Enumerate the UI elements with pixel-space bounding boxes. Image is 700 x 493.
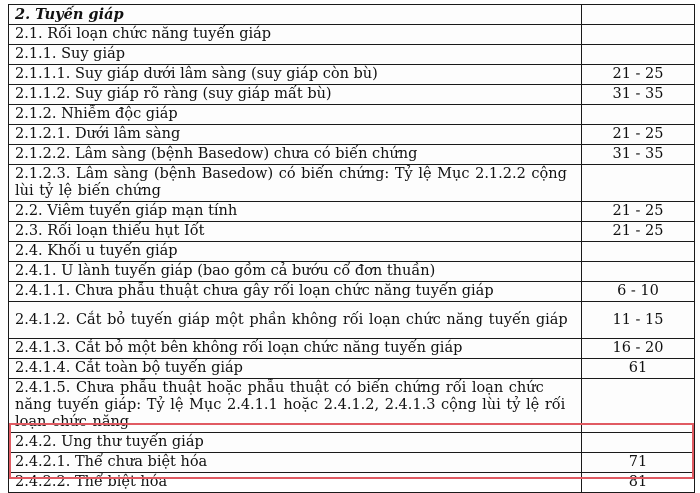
row-score <box>582 45 695 65</box>
row-label: 2.4. Khối u tuyến giáp <box>9 242 582 262</box>
table-row <box>9 85 695 105</box>
table-row-highlighted <box>9 433 695 453</box>
row-score <box>582 262 695 282</box>
row-label: 2. Tuyến giáp <box>9 5 582 25</box>
row-score: 81 <box>582 473 695 493</box>
row-label: 2.4.2.2. Thể biệt hóa <box>9 473 582 493</box>
row-label: 2.4.2.1. Thể chưa biệt hóa <box>9 453 582 473</box>
row-score: 61 <box>582 359 695 379</box>
table-row <box>9 302 695 339</box>
table-row <box>9 125 695 145</box>
row-score <box>582 165 695 202</box>
table-row-section-heading <box>9 5 695 25</box>
row-label: 2.1.2.1. Dưới lâm sàng <box>9 125 582 145</box>
row-label: 2.1.1. Suy giáp <box>9 45 582 65</box>
table-row <box>9 242 695 262</box>
row-score <box>582 5 695 25</box>
row-score <box>582 242 695 262</box>
table-row <box>9 105 695 125</box>
table-row <box>9 45 695 65</box>
table-row-highlighted <box>9 473 695 493</box>
document-page <box>8 4 698 490</box>
row-score: 21 - 25 <box>582 125 695 145</box>
row-score <box>582 433 695 453</box>
table-row <box>9 202 695 222</box>
table-row <box>9 262 695 282</box>
row-score: 6 - 10 <box>582 282 695 302</box>
row-score: 11 - 15 <box>582 302 695 339</box>
row-label: 2.4.1.2. Cắt bỏ tuyến giáp một phần không rối loạn chức năng tuyến giáp <box>9 302 582 339</box>
row-label: 2.4.1.1. Chưa phẫu thuật chưa gây rối loạn chức năng tuyến giáp <box>9 282 582 302</box>
table-row <box>9 145 695 165</box>
table-row <box>9 339 695 359</box>
row-score: 16 - 20 <box>582 339 695 359</box>
row-label: 2.4.1.3. Cắt bỏ một bên không rối loạn chức năng tuyến giáp <box>9 339 582 359</box>
row-label: 2.2. Viêm tuyến giáp mạn tính <box>9 202 582 222</box>
table-row <box>9 25 695 45</box>
row-score: 21 - 25 <box>582 65 695 85</box>
row-score: 31 - 35 <box>582 145 695 165</box>
disability-rate-table <box>8 4 695 493</box>
row-score: 21 - 25 <box>582 222 695 242</box>
row-label: 2.1.1.1. Suy giáp dưới lâm sàng (suy giáp còn bù) <box>9 65 582 85</box>
row-label: 2.3. Rối loạn thiếu hụt Iốt <box>9 222 582 242</box>
row-label: 2.1.2.3. Lâm sàng (bệnh Basedow) có biến chứng: Tỷ lệ Mục 2.1.2.2 cộng lùi tỷ lệ biến chứng <box>9 165 582 202</box>
row-score: 31 - 35 <box>582 85 695 105</box>
row-label: 2.4.2. Ung thư tuyến giáp <box>9 433 582 453</box>
row-score: 71 <box>582 453 695 473</box>
table-row <box>9 65 695 85</box>
row-label: 2.1.2. Nhiễm độc giáp <box>9 105 582 125</box>
row-label: 2.4.1.4. Cắt toàn bộ tuyến giáp <box>9 359 582 379</box>
row-score <box>582 25 695 45</box>
row-label: 2.1.1.2. Suy giáp rõ ràng (suy giáp mất bù) <box>9 85 582 105</box>
row-label: 2.4.1.5. Chưa phẫu thuật hoặc phẫu thuật có biến chứng rối loạn chức năng tuyến giáp: Tỷ lệ Mục 2.4.1.1 hoặc 2.4.1.2, 2.4.1.3 cộng lùi tỷ lệ rối loạn chức năng <box>9 379 582 433</box>
table-row <box>9 379 695 433</box>
row-score <box>582 379 695 433</box>
table-row <box>9 359 695 379</box>
table-row <box>9 282 695 302</box>
table-row <box>9 165 695 202</box>
row-label: 2.4.1. U lành tuyến giáp (bao gồm cả bướu cổ đơn thuần) <box>9 262 582 282</box>
row-score: 21 - 25 <box>582 202 695 222</box>
row-score <box>582 105 695 125</box>
table-row <box>9 222 695 242</box>
row-label: 2.1.2.2. Lâm sàng (bệnh Basedow) chưa có biến chứng <box>9 145 582 165</box>
row-label: 2.1. Rối loạn chức năng tuyến giáp <box>9 25 582 45</box>
table-row-highlighted <box>9 453 695 473</box>
